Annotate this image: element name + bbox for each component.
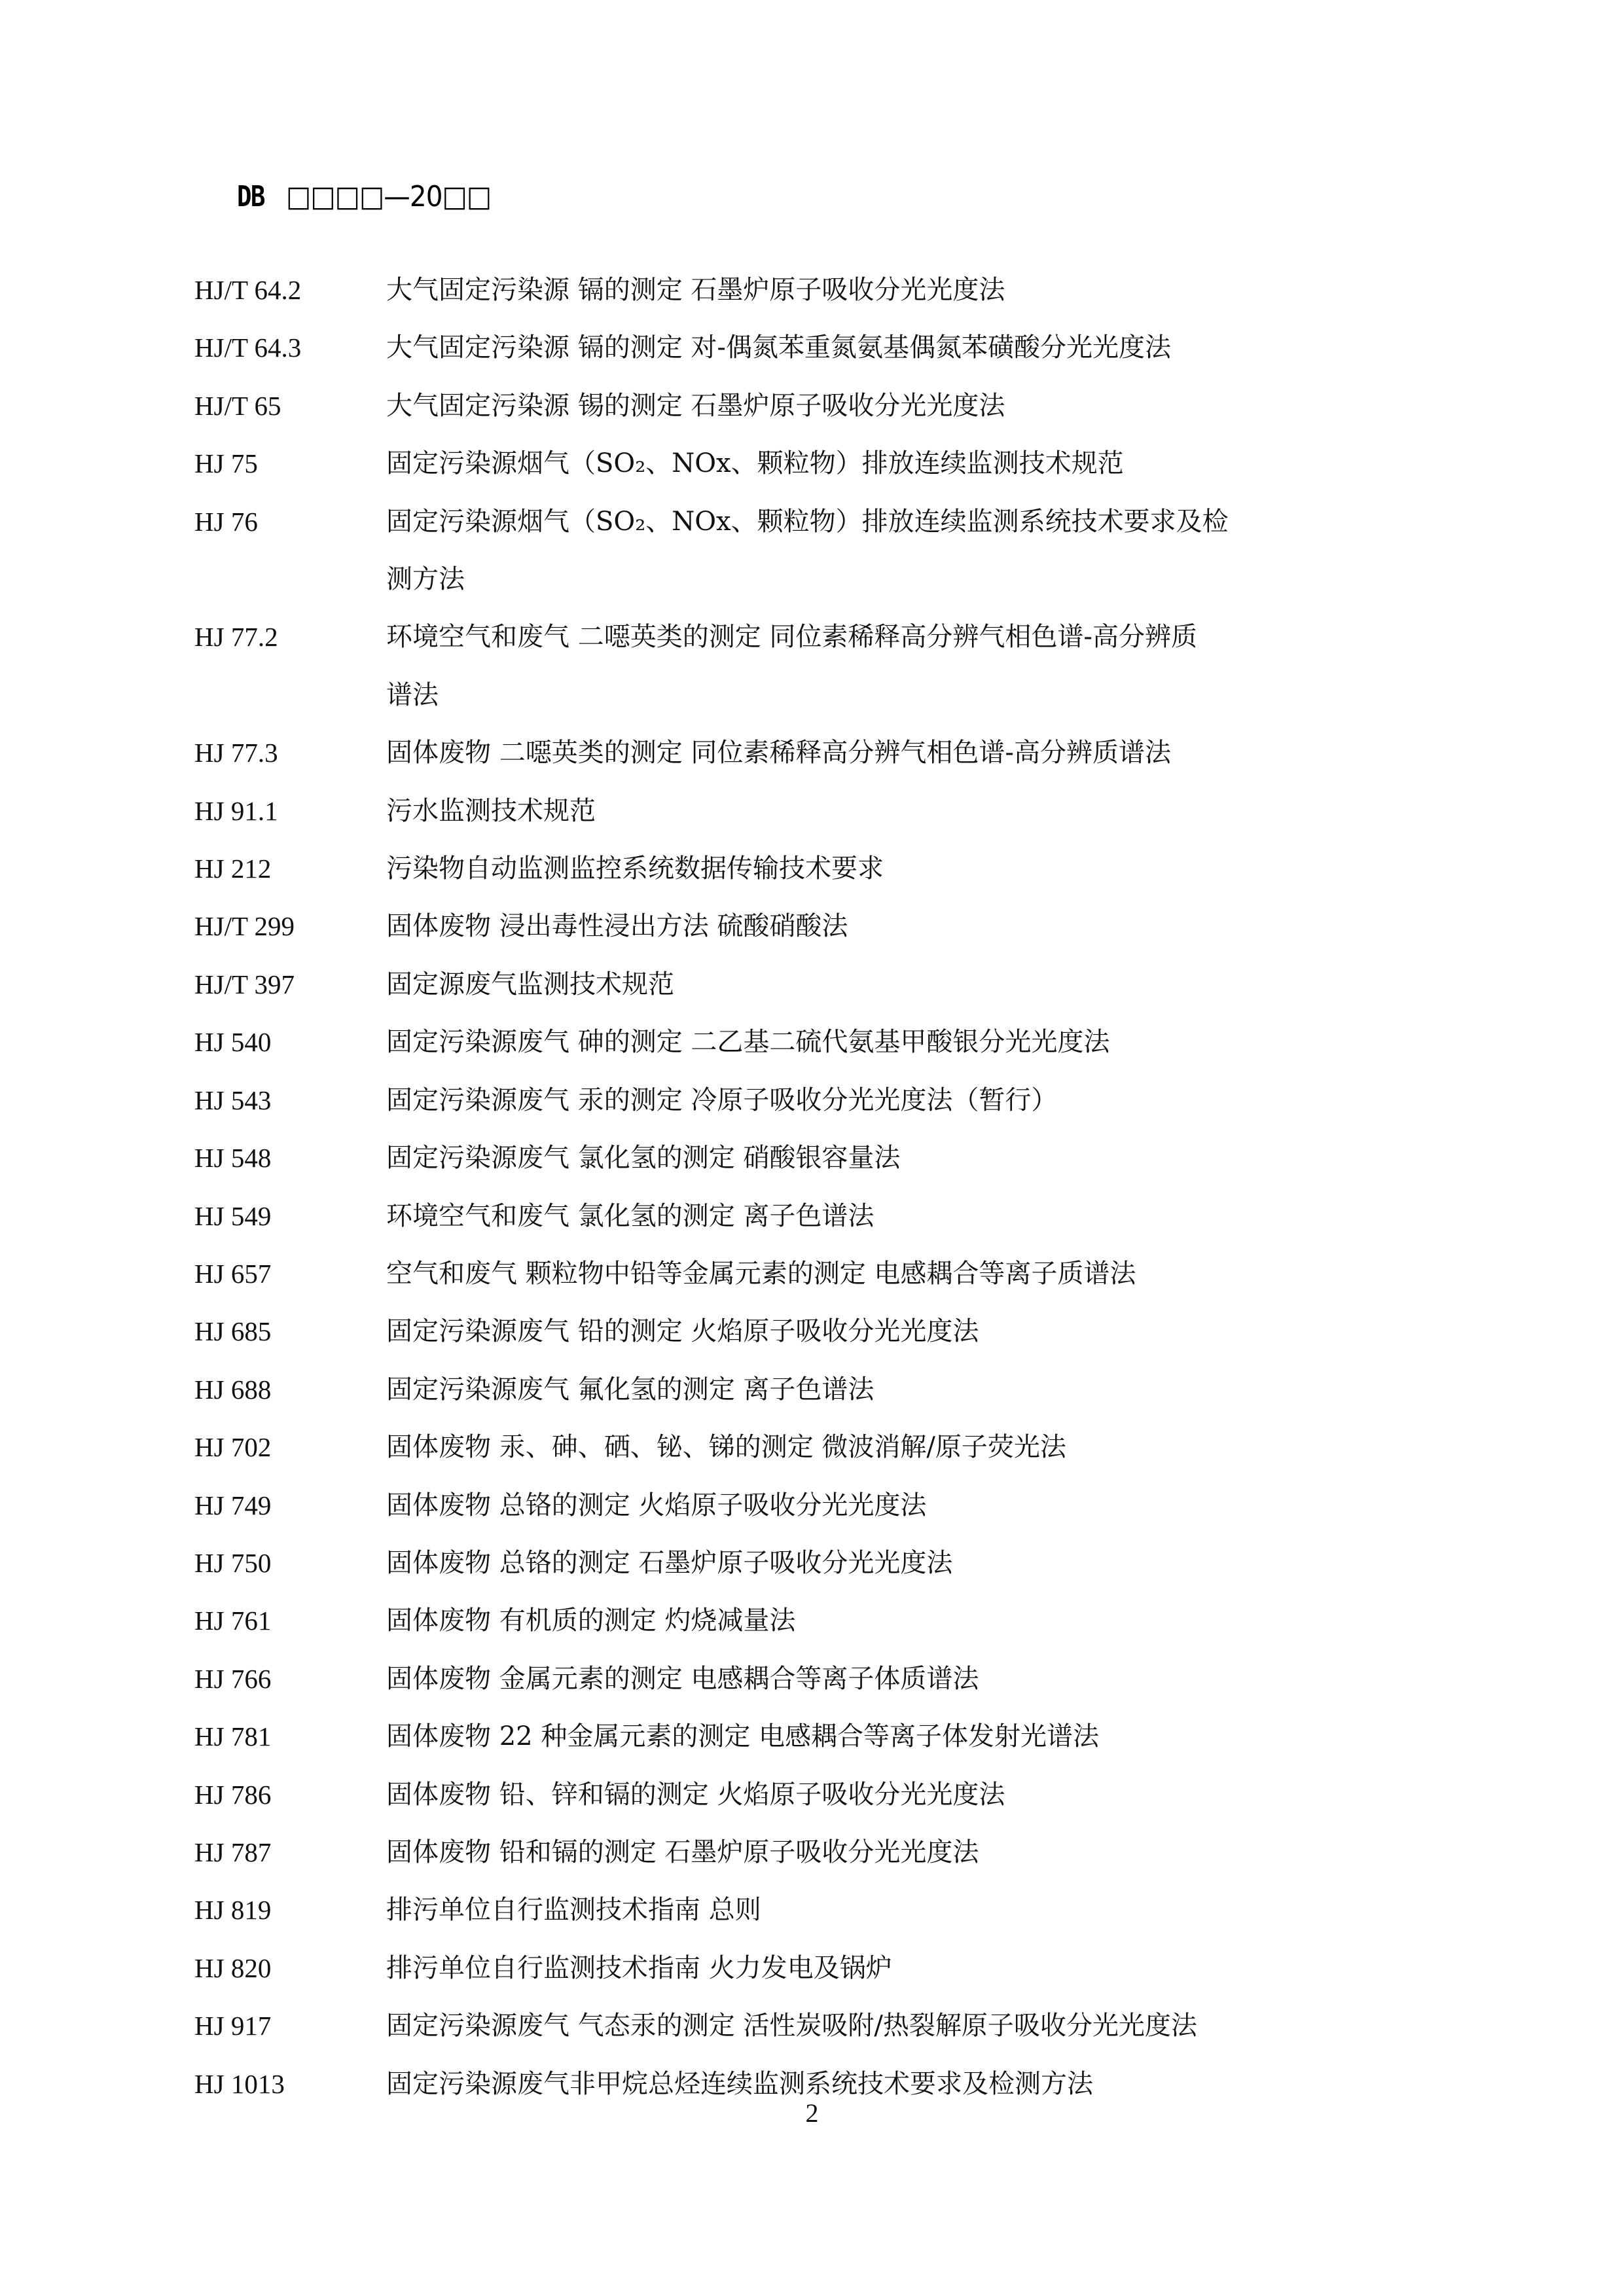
- reference-row: [194, 1766, 1320, 1823]
- standard-title: 固体废物 铅、锌和镉的测定 火焰原子吸收分光光度法: [386, 1779, 1005, 1810]
- reference-row: [194, 1939, 1320, 1997]
- standard-number: HJ 548: [194, 1143, 272, 1174]
- standard-prefix: DB: [237, 179, 264, 213]
- reference-row: [194, 724, 1320, 781]
- standard-title: 大气固定污染源 镉的测定 石墨炉原子吸收分光光度法: [386, 275, 1005, 305]
- standard-title: 环境空气和废气 二噁英类的测定 同位素稀释高分辨气相色谱-高分辨质: [386, 622, 1197, 653]
- standard-number: HJ 749: [194, 1490, 272, 1520]
- reference-row: [194, 782, 1320, 840]
- standard-number: HJ 76: [194, 506, 258, 537]
- standard-title: 污染物自动监测监控系统数据传输技术要求: [386, 853, 884, 884]
- standard-title: 排污单位自行监测技术指南 火力发电及锅炉: [386, 1952, 892, 1983]
- reference-row: [194, 1997, 1320, 2054]
- standard-number: HJ 540: [194, 1027, 272, 1058]
- standard-title: 固定污染源烟气（SO₂、NOx、颗粒物）排放连续监测系统技术要求及检: [386, 506, 1229, 537]
- reference-row: [194, 1650, 1320, 1708]
- standard-number: HJ 543: [194, 1085, 272, 1115]
- standard-title: 大气固定污染源 镉的测定 对-偶氮苯重氮氨基偶氮苯磺酸分光光度法: [386, 332, 1171, 363]
- standard-title: 固定污染源废气 砷的测定 二乙基二硫代氨基甲酸银分光光度法: [386, 1027, 1110, 1058]
- standard-number: HJ 212: [194, 853, 272, 884]
- standard-code-placeholder: □□□□—20□□: [285, 179, 492, 213]
- reference-row: [194, 1187, 1320, 1245]
- reference-row: [194, 1534, 1320, 1592]
- standard-title: 固体废物 总铬的测定 火焰原子吸收分光光度法: [386, 1490, 927, 1520]
- standard-title: 固体废物 铅和镉的测定 石墨炉原子吸收分光光度法: [386, 1837, 979, 1867]
- standard-title: 固体废物 浸出毒性浸出方法 硫酸硝酸法: [386, 911, 848, 942]
- reference-row: [194, 377, 1320, 435]
- standard-number: HJ 766: [194, 1663, 272, 1694]
- standard-number: HJ 657: [194, 1258, 272, 1289]
- document-header: [237, 177, 509, 216]
- standard-number: HJ 820: [194, 1952, 272, 1983]
- standard-title-continuation: 测方法: [386, 564, 465, 595]
- standard-number: HJ/T 64.2: [194, 275, 302, 305]
- standard-number: HJ 786: [194, 1779, 272, 1810]
- reference-row: [194, 1823, 1320, 1881]
- normative-references-list: [194, 261, 1320, 2113]
- reference-row: [194, 435, 1320, 492]
- standard-number: HJ 819: [194, 1895, 272, 1926]
- reference-row: [194, 1592, 1320, 1649]
- reference-row: [194, 1013, 1320, 1071]
- standard-title: 固定污染源烟气（SO₂、NOx、颗粒物）排放连续监测技术规范: [386, 448, 1124, 479]
- standard-title: 固定污染源废气 汞的测定 冷原子吸收分光光度法（暂行）: [386, 1085, 1058, 1115]
- reference-row-continuation: [194, 666, 1320, 724]
- reference-row: [194, 1361, 1320, 1418]
- standard-number: HJ 702: [194, 1432, 272, 1463]
- standard-title: 环境空气和废气 氯化氢的测定 离子色谱法: [386, 1200, 875, 1231]
- standard-number: HJ 77.3: [194, 738, 278, 768]
- standard-title-continuation: 谱法: [386, 679, 439, 710]
- standard-number: HJ 917: [194, 2011, 272, 2041]
- standard-number: HJ/T 65: [194, 390, 281, 421]
- reference-row: [194, 1418, 1320, 1476]
- page-number: 2: [805, 2098, 819, 2128]
- standard-title: 空气和废气 颗粒物中铅等金属元素的测定 电感耦合等离子质谱法: [386, 1258, 1136, 1289]
- standard-title: 固定污染源废气非甲烷总烃连续监测系统技术要求及检测方法: [386, 2068, 1093, 2099]
- standard-number: HJ 787: [194, 1837, 272, 1867]
- reference-row: [194, 956, 1320, 1013]
- reference-row: [194, 261, 1320, 319]
- standard-number: HJ 750: [194, 1547, 272, 1578]
- reference-row: [194, 319, 1320, 376]
- standard-title: 固定源废气监测技术规范: [386, 969, 674, 999]
- reference-row: [194, 897, 1320, 955]
- standard-title: 排污单位自行监测技术指南 总则: [386, 1895, 761, 1926]
- standard-number: HJ/T 397: [194, 969, 295, 999]
- standard-number: HJ 75: [194, 448, 258, 479]
- reference-row: [194, 608, 1320, 666]
- standard-title: 污水监测技术规范: [386, 795, 596, 826]
- standard-number: HJ 688: [194, 1374, 272, 1405]
- reference-row: [194, 1129, 1320, 1187]
- standard-title: 固定污染源废气 氟化氢的测定 离子色谱法: [386, 1374, 875, 1405]
- standard-title: 固体废物 有机质的测定 灼烧减量法: [386, 1605, 796, 1636]
- reference-row: [194, 1302, 1320, 1360]
- standard-title: 固体废物 汞、砷、硒、铋、锑的测定 微波消解/原子荧光法: [386, 1432, 1066, 1463]
- reference-row: [194, 1708, 1320, 1765]
- reference-row: [194, 1881, 1320, 1939]
- standard-title: 固定污染源废气 铅的测定 火焰原子吸收分光光度法: [386, 1316, 979, 1347]
- reference-row: [194, 840, 1320, 897]
- standard-number: HJ 781: [194, 1721, 272, 1752]
- reference-row: [194, 493, 1320, 550]
- standard-title: 固定污染源废气 氯化氢的测定 硝酸银容量法: [386, 1143, 901, 1174]
- standard-title: 固体废物 总铬的测定 石墨炉原子吸收分光光度法: [386, 1547, 953, 1578]
- standard-title: 大气固定污染源 锡的测定 石墨炉原子吸收分光光度法: [386, 390, 1005, 421]
- standard-title: 固体废物 金属元素的测定 电感耦合等离子体质谱法: [386, 1663, 979, 1694]
- standard-number: HJ 1013: [194, 2068, 285, 2099]
- standard-number: HJ 549: [194, 1200, 272, 1231]
- standard-number: HJ/T 299: [194, 911, 295, 942]
- standard-number: HJ 77.2: [194, 622, 278, 653]
- reference-row: [194, 1071, 1320, 1129]
- standard-title: 固体废物 二噁英类的测定 同位素稀释高分辨气相色谱-高分辨质谱法: [386, 738, 1171, 768]
- standard-title: 固定污染源废气 气态汞的测定 活性炭吸附/热裂解原子吸收分光光度法: [386, 2011, 1197, 2041]
- standard-number: HJ/T 64.3: [194, 332, 302, 363]
- standard-number: HJ 761: [194, 1605, 272, 1636]
- reference-row: [194, 1477, 1320, 1534]
- standard-number: HJ 685: [194, 1316, 272, 1347]
- reference-row: [194, 1245, 1320, 1302]
- standard-title: 固体废物 22 种金属元素的测定 电感耦合等离子体发射光谱法: [386, 1721, 1100, 1752]
- reference-row-continuation: [194, 550, 1320, 608]
- standard-number: HJ 91.1: [194, 795, 278, 826]
